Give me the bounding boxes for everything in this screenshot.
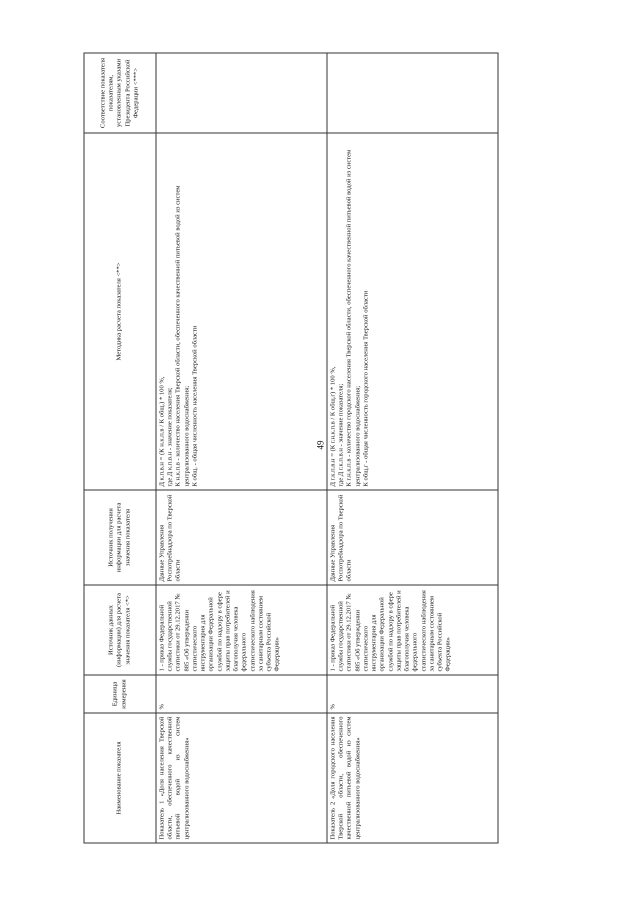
indicator-info-source: Данные Управления Роспотребнадзора по Тверской области [156, 490, 327, 585]
indicator-name: Показатель 2 «Доля городского населения Тверской области, обеспеченного качественной питьевой водой из систем централизованного водоснабжения» [327, 713, 498, 843]
table-row [327, 53, 498, 843]
indicator-compliance [327, 53, 498, 133]
method-line: Д к.п.в.н = (К н.к.п.в / К общ.) * 100 %, [158, 376, 166, 487]
indicator-compliance [156, 53, 327, 133]
indicator-name: Показатель 1 «Доля населения Тверской области, обеспеченного качественной питьевой водой из систем централизованного водоснабжения» [156, 713, 327, 843]
header-name: Наименование показателя [84, 713, 156, 843]
header-compliance: Соответствие показателя показателям, установленным указами Президента Российской Федерации <***> [84, 53, 156, 133]
header-data-source: Источник данных (информации) для расчета значения показателя <*> [84, 585, 156, 675]
indicator-unit: % [156, 675, 327, 713]
indicator-method [156, 133, 327, 490]
method-line: К общ.г - общая численность городского населения Тверской области [362, 290, 370, 487]
indicator-data-source: 1 - приказ Федеральной службы государственной статистики от 29.12.2017 № 885 «Об утверждении статистического инструментария для организации Федеральной службой по надзору в сфере защиты прав потребителей и благополучия человека федерального статистического наблюдения за санитарным состоянием субъекта Российской Федерации» [327, 585, 498, 675]
indicator-method [327, 133, 498, 490]
header-info-source: Источник получения информации для расчета значения показателя [84, 490, 156, 585]
indicator-data-source: 1 - приказ Федеральной службы государственной статистики от 29.12.2017 № 885 «Об утверждении статистического инструментария для организации Федеральной службой по надзору в сфере защиты прав потребителей и благополучия человека федерального статистического наблюдения за санитарным состоянием субъекта Российской Федерации» [156, 585, 327, 675]
table-row [156, 53, 327, 843]
method-line: Д г.к.п.в.н = (К г.н.к.п.в / К общ.г) * 100 %, [329, 366, 337, 487]
table-header-row [84, 53, 156, 843]
method-line: где Д к.п.в.н - значение показателя; [166, 387, 174, 487]
page-number: 49 [315, 440, 326, 450]
method-line: где Д г.к.п.в.н - значение показателя; [337, 383, 345, 487]
indicator-unit: % [327, 675, 498, 713]
rotated-table-container [84, 54, 499, 844]
method-line: К общ. - общая численность населения Тверской области [191, 325, 199, 487]
header-method: Методика расчета показателя <**> [84, 133, 156, 490]
header-unit: Единица измерения [84, 675, 156, 713]
indicators-table [84, 53, 499, 844]
method-line: К г.н.к.п.в - количество городского населения Тверской области, обеспеченного качественной питьевой водой из систем централизованного водоснабжения; [345, 149, 362, 487]
method-line: К н.к.п.в - количество населения Тверской области, обеспеченного качественной питьевой водой из систем централизованного водоснабжения; [174, 185, 191, 487]
indicator-info-source: Данные Управления Роспотребнадзора по Тверской области [327, 490, 498, 585]
